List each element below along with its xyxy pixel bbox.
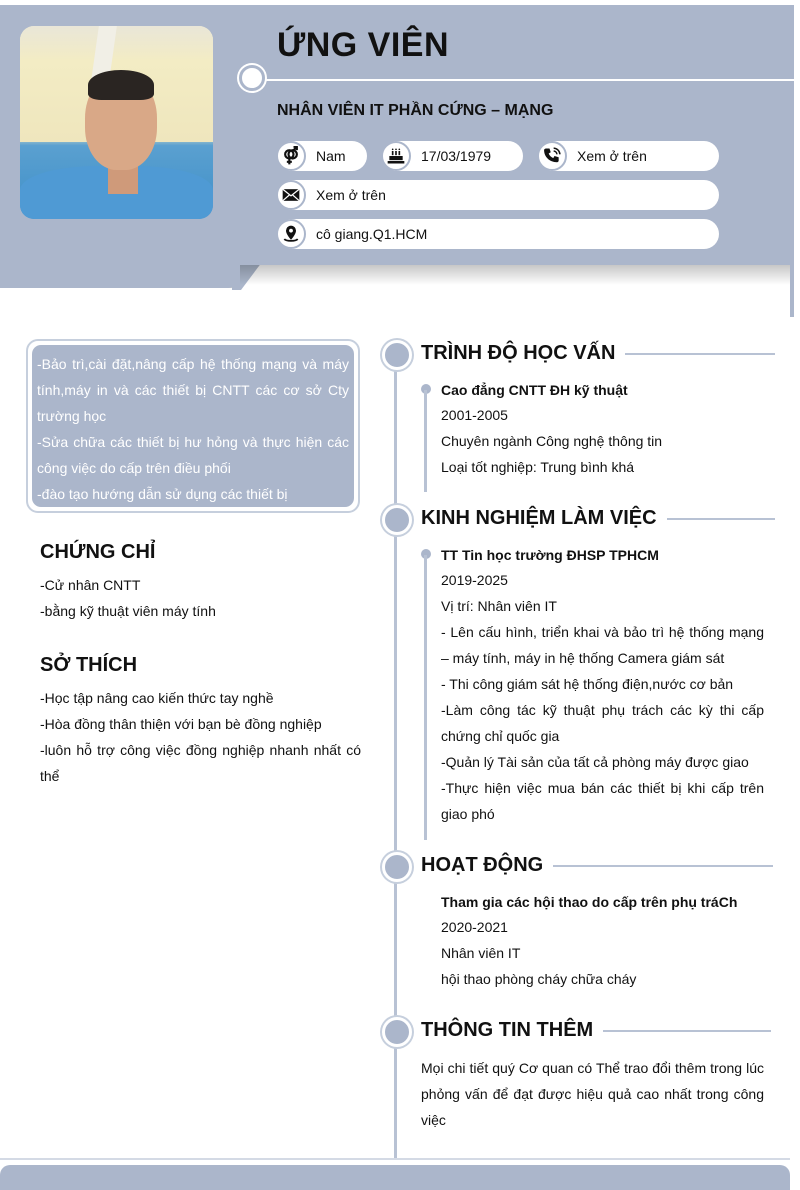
timeline-node <box>382 340 412 370</box>
envelope-icon <box>276 180 306 210</box>
section-title: CHỨNG CHỈ <box>40 541 156 563</box>
section-rule <box>553 865 773 867</box>
education-section-title <box>421 342 775 365</box>
page-title: ỨNG VIÊN <box>277 26 450 64</box>
summary-line: -Bảo trì,cài đặt,nâng cấp hệ thống mạng và máy tính,máy in và các thiết bị CNTT các cơ sở Cty trường học <box>37 356 349 424</box>
experience-section-title <box>421 507 775 530</box>
summary-line: -đào tạo hướng dẫn sử dụng các thiết bị <box>37 486 288 502</box>
email-field <box>277 180 719 210</box>
address-value: cô giang.Q1.HCM <box>316 226 428 242</box>
birthday-value: 17/03/1979 <box>421 148 492 164</box>
birthday-field <box>382 141 523 171</box>
duty-item: -Thực hiện việc mua bán các thiết bị khi cấp trên giao phó <box>441 780 764 822</box>
header-shadow <box>240 265 790 285</box>
header-tab-decoration <box>0 260 240 288</box>
phone-value: Xem ở trên <box>577 148 647 164</box>
duty-item: -Quản lý Tài sản của tất cả phòng máy được giao <box>441 754 749 770</box>
certificate-item: -Cử nhân CNTT <box>40 577 141 593</box>
duty-item: - Lên cấu hình, triển khai và bảo trì hệ thống mạng – máy tính, máy in hệ thống Camera giám sát <box>441 624 764 666</box>
company-name: TT Tin học trường ĐHSP TPHCM <box>441 547 659 563</box>
section-rule <box>625 353 775 355</box>
address-field <box>277 219 719 249</box>
additional-section-title <box>421 1019 771 1042</box>
career-objective-box <box>26 339 360 513</box>
summary-line: -Sửa chữa các thiết bị hư hỏng và thực hiện các công việc do cấp trên điều phối <box>37 434 349 476</box>
hobby-item: -luôn hỗ trợ công việc đồng nghiệp nhanh nhất có thể <box>40 742 361 784</box>
gender-value: Nam <box>316 148 346 164</box>
experience-entry <box>441 543 764 827</box>
section-title: SỞ THÍCH <box>40 654 138 676</box>
hobby-item: -Học tập nâng cao kiến thức tay nghề <box>40 690 274 706</box>
phone-icon <box>537 141 567 171</box>
school-name: Cao đẳng CNTT ĐH kỹ thuật <box>441 382 628 398</box>
footer-band <box>0 1165 790 1190</box>
timeline-node <box>382 505 412 535</box>
certificates-section <box>40 541 361 624</box>
entry-line <box>424 390 427 492</box>
duty-item: -Làm công tác kỹ thuật phụ trách các kỳ thi cấp chứng chỉ quốc gia <box>441 702 764 744</box>
section-title-text: HOẠT ĐỘNG <box>421 854 544 876</box>
job-title: NHÂN VIÊN IT PHẦN CỨNG – MẠNG <box>277 102 554 119</box>
gender-icon <box>276 141 306 171</box>
email-value: Xem ở trên <box>316 187 386 203</box>
section-title-text: TRÌNH ĐỘ HỌC VẤN <box>421 342 616 364</box>
phone-field <box>538 141 719 171</box>
title-node-decoration <box>239 65 265 91</box>
education-entry <box>441 378 764 480</box>
hobby-item: -Hòa đồng thân thiện với bạn bè đồng nghiệp <box>40 716 322 732</box>
avatar <box>20 26 213 219</box>
activities-section-title <box>421 854 773 877</box>
footer-divider <box>0 1158 790 1160</box>
experience-position: Vị trí: Nhân viên IT <box>441 598 557 614</box>
experience-period: 2019-2025 <box>441 572 508 588</box>
timeline-node <box>382 852 412 882</box>
section-rule <box>603 1030 771 1032</box>
additional-info <box>421 1055 764 1133</box>
page-edge-decoration <box>790 5 794 317</box>
hobbies-section <box>40 654 361 789</box>
certificate-item: -bằng kỹ thuật viên máy tính <box>40 603 216 619</box>
section-title-text: THÔNG TIN THÊM <box>421 1019 594 1041</box>
duty-item: - Thi công giám sát hệ thống điện,nước cơ bản <box>441 676 734 692</box>
birthday-cake-icon <box>381 141 411 171</box>
activity-period: 2020-2021 <box>441 919 508 935</box>
location-pin-icon <box>276 219 306 249</box>
additional-text: Mọi chi tiết quý Cơ quan có Thể trao đổi thêm trong lúc phỏng vấn để đạt được hiệu quả cao nhất trong công việc <box>421 1060 764 1128</box>
activity-entry <box>441 890 764 992</box>
activity-description: hội thao phòng cháy chữa cháy <box>441 971 637 987</box>
activity-role: Nhân viên IT <box>441 945 521 961</box>
title-divider <box>258 79 798 81</box>
activity-name: Tham gia các hội thao do cấp trên phụ tráCh <box>441 894 738 910</box>
section-rule <box>667 518 775 520</box>
education-major: Chuyên ngành Công nghệ thông tin <box>441 433 663 449</box>
entry-line <box>424 555 427 840</box>
education-grade: Loại tốt nghiệp: Trung bình khá <box>441 459 635 475</box>
gender-field <box>277 141 367 171</box>
section-title-text: KINH NGHIỆM LÀM VIỆC <box>421 507 657 529</box>
timeline-node <box>382 1017 412 1047</box>
education-period: 2001-2005 <box>441 407 508 423</box>
